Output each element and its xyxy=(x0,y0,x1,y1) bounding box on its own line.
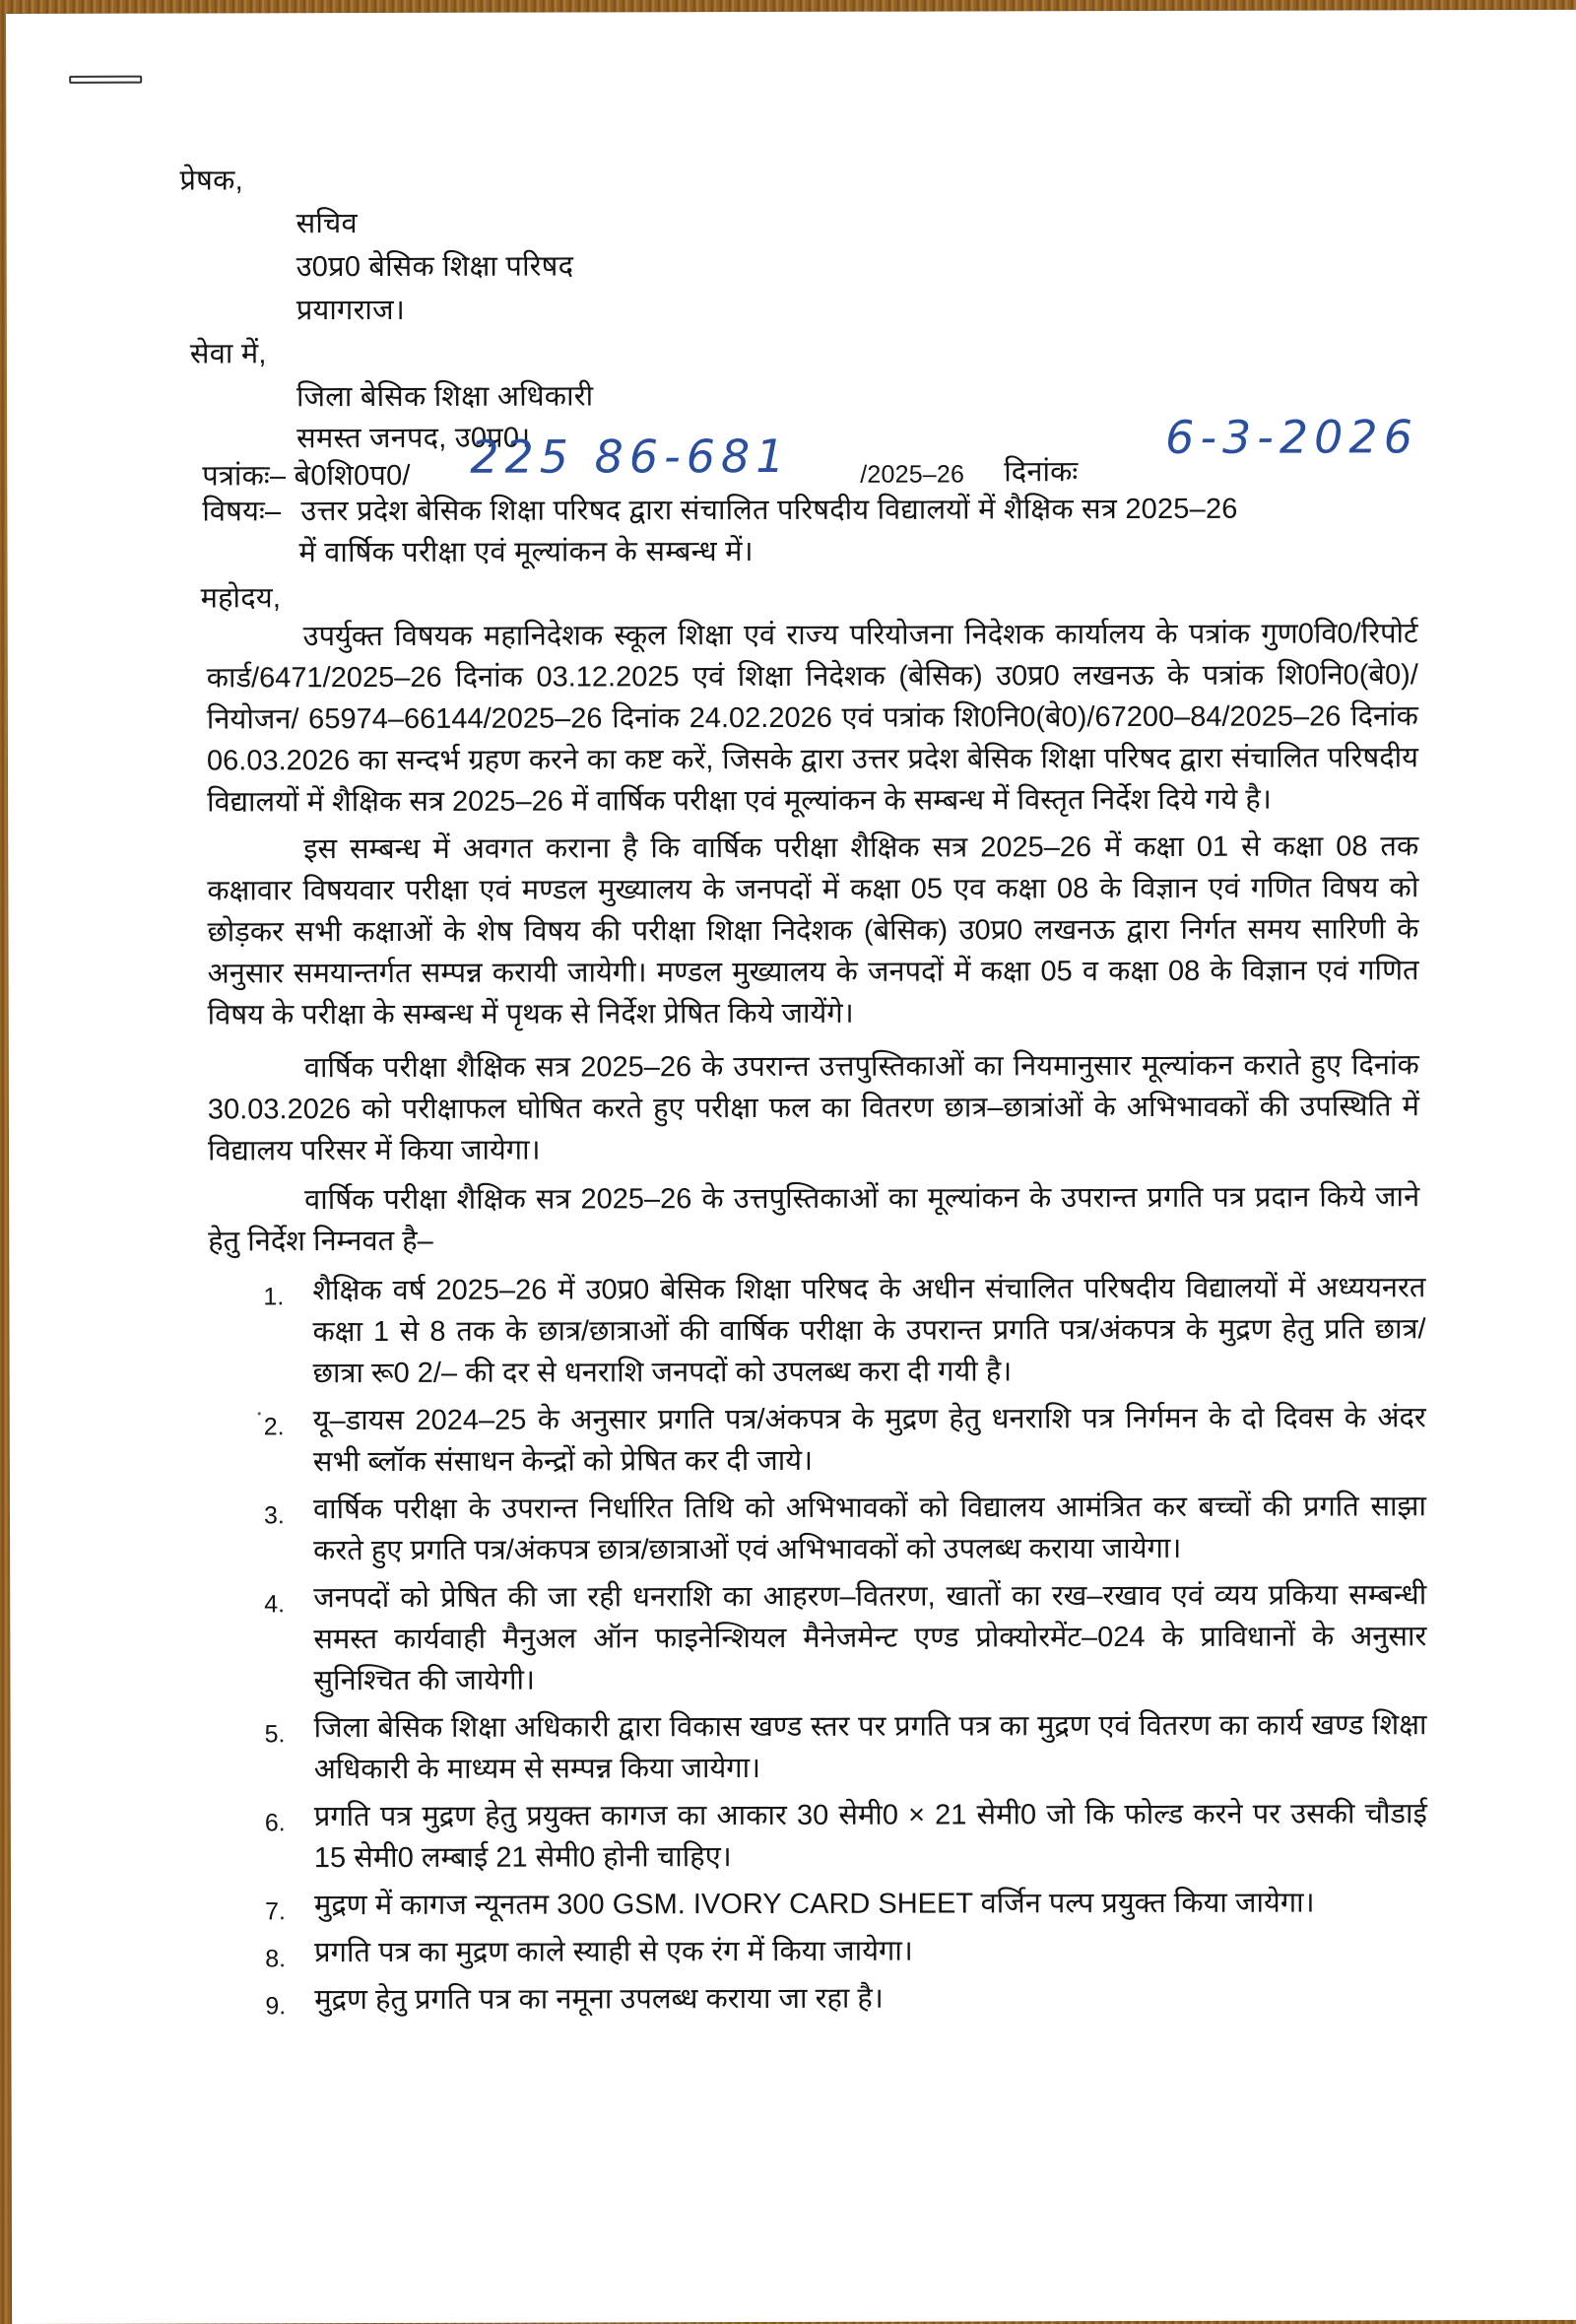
instruction-number: 8. xyxy=(265,1945,287,1973)
reference-label: पत्रांकः– बे0शि0प0/ xyxy=(202,459,411,493)
instruction-item xyxy=(264,1574,1426,1701)
instruction-number: 7. xyxy=(265,1897,286,1926)
instruction-item xyxy=(265,1793,1427,1879)
instruction-item xyxy=(264,1486,1426,1571)
instruction-text: शैक्षिक वर्ष 2025–26 में उ0प्र0 बेसिक शिक्षा परिषद के अधीन संचालित परिषदीय विद्यालयों में अध्ययनरत कक्षा 1 से 8 तक के छात्र/छात्राओं की वार्षिक परीक्षा के उपरान्त प्रगति पत्र/अंकपत्र के मुद्रण हेतु प्रति छात्र/छात्रा रू0 2/– की दर से धनराशि जनपदों को उपलब्ध करा दी गयी है। xyxy=(312,1272,1426,1390)
sender-label: प्रेषक, xyxy=(179,165,243,197)
instruction-number: 2. xyxy=(263,1413,285,1441)
paragraph-exam-schedule xyxy=(207,826,1419,1035)
scan-speck xyxy=(258,1412,261,1415)
staple-mark xyxy=(69,76,142,84)
instruction-item xyxy=(265,1929,1427,1973)
recipient-label: सेवा में, xyxy=(189,338,267,370)
sender-designation: सचिव xyxy=(296,208,358,240)
sender-city: प्रयागराज। xyxy=(296,294,406,327)
reference-year: /2025–26 xyxy=(860,460,965,489)
paragraph-results xyxy=(208,1044,1419,1171)
instruction-text: यू–डायस 2024–25 के अनुसार प्रगति पत्र/अंकपत्र के मुद्रण हेतु धनराशि पत्र निर्गमन के दो दिवस के अंदर सभी ब्लॉक संसाधन केन्द्रों को प्रेषित कर दी जाये। xyxy=(312,1402,1426,1479)
recipient-location: समस्त जनपद, उ0प्र0। xyxy=(296,422,531,455)
instruction-text: वार्षिक परीक्षा के उपरान्त निर्धारित तिथि को अभिभावकों को विद्यालय आमंत्रित कर बच्चों की प्रगति साझा करते हुए प्रगति पत्र/अंकपत्र छात्र/छात्राओं एवं अभिभावकों को उपलब्ध कराया जायेगा। xyxy=(312,1491,1427,1567)
handwritten-reference-number: 225 86-681 xyxy=(470,429,791,484)
instruction-text: प्रगति पत्र मुद्रण हेतु प्रयुक्त कागज का आकार 30 सेमी0 × 21 सेमी0 जो कि फोल्ड करने पर उसकी चौडाई 15 सेमी0 लम्बाई 21 सेमी0 होनी चाहिए। xyxy=(313,1798,1427,1875)
paragraph-references xyxy=(207,613,1419,823)
instruction-number: 1. xyxy=(263,1283,285,1311)
paragraph-text: इस सम्बन्ध में अवगत कराना है कि वार्षिक परीक्षा शैक्षिक सत्र 2025–26 में कक्षा 01 से कक्षा 08 तक कक्षावार विषयवार परीक्षा एवं मण्डल मुख्यालय के जनपदों में कक्षा 05 एव कक्षा 08 के विज्ञान एवं गणित विषय को छोड़कर सभी कक्षाओं के शेष विषय की परीक्षा शिक्षा निदेशक (बेसिक) उ0प्र0 लखनऊ द्वारा निर्गत समय सारिणी के अनुसार समयान्तर्गत सम्पन्न करायी जायेगी। मण्डल मुख्यालय के जनपदों में कक्षा 05 व कक्षा 08 के विज्ञान एवं गणित विषय के परीक्षा के सम्बन्ध में पृथक से निर्देश प्रेषित किये जायेंगे। xyxy=(207,830,1419,1031)
instruction-text: प्रगति पत्र का मुद्रण काले स्याही से एक रंग में किया जायेगा। xyxy=(314,1935,913,1969)
instruction-number: 6. xyxy=(264,1809,286,1837)
instruction-number: 3. xyxy=(263,1501,285,1530)
handwritten-date: 6-3-2026 xyxy=(1165,410,1418,464)
instruction-number: 5. xyxy=(264,1720,286,1749)
instruction-item xyxy=(265,1882,1427,1926)
instruction-item xyxy=(263,1267,1425,1394)
instruction-text: मुद्रण में कागज न्यूनतम 300 GSM. IVORY CARD SHEET वर्जिन पल्प प्रयुक्त किया जायेगा। xyxy=(313,1887,1315,1922)
paragraph-text: वार्षिक परीक्षा शैक्षिक सत्र 2025–26 के उपरान्त उत्तपुस्तिकाओं का नियमानुसार मूल्यांकन कराते हुए दिनांक 30.03.2026 को परीक्षाफल घोषित करते हुए परीक्षा फल का वितरण छात्र–छात्रांओं के अभिभावकों की उपस्थिति में विद्यालय परिसर में किया जायेगा। xyxy=(207,1049,1419,1167)
instruction-text: मुद्रण हेतु प्रगति पत्र का नमूना उपलब्ध कराया जा रहा है। xyxy=(314,1982,884,2017)
letter-page xyxy=(6,10,1576,2324)
paragraph-text: वार्षिक परीक्षा शैक्षिक सत्र 2025–26 के उत्तपुस्तिकाओं का मूल्यांकन के उपरान्त प्रगति पत्र प्रदान किये जाने हेतु निर्देश निम्नवत है– xyxy=(208,1181,1420,1258)
date-label: दिनांकः xyxy=(1004,456,1079,489)
instruction-text: जनपदों को प्रेषित की जा रही धनराशि का आहरण–वितरण, खातों का रख–रखाव एवं व्यय प्रकिया सम्बन्धी समस्त कार्यवाही मैनुअल ऑन फाइनेन्शियल मैनेजमेन्ट एण्ड प्रोक्योरमेंट–024 के प्राविधानों के अनुसार सुनिश्चित की जायेगी। xyxy=(313,1579,1427,1697)
instruction-number: 4. xyxy=(264,1590,286,1619)
instruction-item xyxy=(265,1704,1427,1790)
salutation: महोदय, xyxy=(200,582,282,615)
subject-label: विषयः– xyxy=(202,496,282,528)
instruction-item xyxy=(265,1976,1427,2021)
paragraph-text: उपर्युक्त विषयक महानिदेशक स्कूल शिक्षा एवं राज्य परियोजना निदेशक कार्यालय के पत्रांक गुण0वि0/रिपोर्ट कार्ड/6471/2025–26 दिनांक 03.12.2025 एवं शिक्षा निदेशक (बेसिक) उ0प्र0 लखनऊ के पत्रांक शि0नि0(बे0)/नियोजन/ 65974–66144/2025–26 दिनांक 24.02.2026 एवं पत्रांक शि0नि0(बे0)/67200–84/2025–26 दिनांक 06.03.2026 का सन्दर्भ ग्रहण करने का कष्ट करें, जिसके द्वारा उत्तर प्रदेश बेसिक शिक्षा परिषद द्वारा संचालित परिषदीय विद्यालयों में शैक्षिक सत्र 2025–26 में वार्षिक परीक्षा एवं मूल्यांकन के सम्बन्ध में विस्तृत निर्देश दिये गये है। xyxy=(206,618,1419,819)
recipient-designation: जिला बेसिक शिक्षा अधिकारी xyxy=(296,380,594,414)
subject-line-1: उत्तर प्रदेश बेसिक शिक्षा परिषद द्वारा संचालित परिषदीय विद्यालयों में शैक्षिक सत्र 2025–26 xyxy=(300,493,1238,528)
subject-line-2: में वार्षिक परीक्षा एवं मूल्यांकन के सम्बन्ध में। xyxy=(298,536,754,569)
instructions-list xyxy=(263,1267,1427,2026)
instruction-item xyxy=(264,1397,1426,1483)
instruction-number: 9. xyxy=(265,1992,287,2021)
paragraph-progress-card-intro xyxy=(208,1176,1419,1262)
sender-organization: उ0प्र0 बेसिक शिक्षा परिषद xyxy=(296,250,574,284)
instruction-text: जिला बेसिक शिक्षा अधिकारी द्वारा विकास खण्ड स्तर पर प्रगति पत्र का मुद्रण एवं वितरण का कार्य खण्ड शिक्षा अधिकारी के माध्यम से सम्पन्न किया जायेगा। xyxy=(313,1709,1427,1786)
